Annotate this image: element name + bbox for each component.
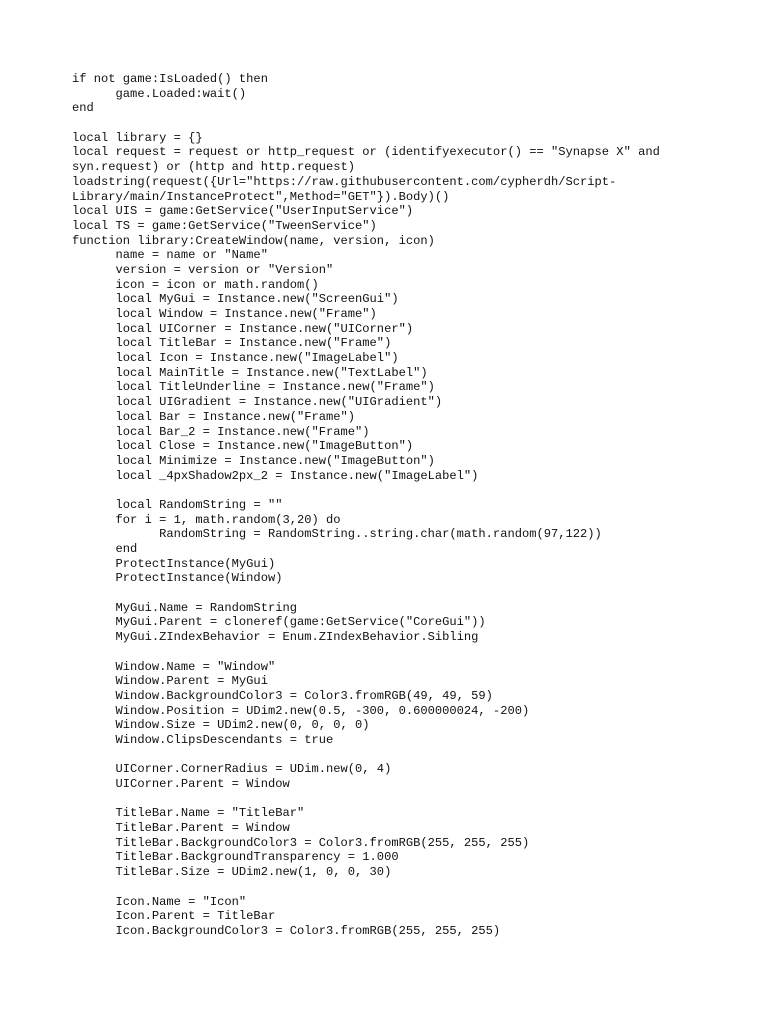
code-line: loadstring(request({Url="https://raw.githubusercontent.com/cypherdh/Script- [72,174,617,189]
code-line: local Bar = Instance.new("Frame") [72,409,356,424]
code-document [72,72,722,939]
code-line: Window.Parent = MyGui [72,674,268,689]
code-line: Icon.Parent = TitleBar [72,909,276,924]
code-line: for i = 1, math.random(3,20) do [72,512,341,527]
code-line: RandomString = RandomString..string.char(math.random(97,122)) [72,527,602,542]
code-line: Window.Position = UDim2.new(0.5, -300, 0.600000024, -200) [72,703,530,718]
code-line: local Window = Instance.new("Frame") [72,307,377,321]
code-line: local TitleBar = Instance.new("Frame") [72,336,392,351]
code-line: MyGui.Parent = cloneref(game:GetService("CoreGui")) [72,615,486,630]
code-line [72,880,722,895]
code-line: local TitleUnderline = Instance.new("Frame") [72,380,435,395]
code-line: local request = request or http_request or (identifyexecutor() == "Synapse X" and [72,145,660,160]
code-line: local MainTitle = Instance.new("TextLabel") [72,365,428,380]
code-line: syn.request) or (http and http.request) [72,160,356,175]
code-line: local Bar_2 = Instance.new("Frame") [72,424,370,439]
code-line [72,586,722,601]
code-line: Window.Size = UDim2.new(0, 0, 0, 0) [72,718,370,733]
code-line: TitleBar.BackgroundTransparency = 1.000 [72,850,399,865]
code-line: if not game:IsLoaded() then [72,72,268,86]
code-line: version = version or "Version" [72,262,334,277]
code-line: TitleBar.Size = UDim2.new(1, 0, 0, 30) [72,865,392,880]
code-line: end [72,542,138,556]
code-line: local RandomString = "" [72,497,283,512]
code-line: local library = {} [72,130,203,145]
code-line: TitleBar.Parent = Window [72,821,290,836]
code-line: local UIGradient = Instance.new("UIGradient") [72,395,443,410]
code-line: local MyGui = Instance.new("ScreenGui") [72,292,399,307]
code-line: Library/main/InstanceProtect",Method="GET"}).Body)() [72,189,450,204]
code-line: TitleBar.BackgroundColor3 = Color3.fromRGB(255, 255, 255) [72,835,530,850]
code-line: game.Loaded:wait() [72,86,247,101]
code-line: local Icon = Instance.new("ImageLabel") [72,351,399,366]
code-line: Window.ClipsDescendants = true [72,732,334,747]
code-line: local TS = game:GetService("TweenService") [72,218,377,233]
code-line: MyGui.Name = RandomString [72,600,297,615]
code-line: function library:CreateWindow(name, version, icon) [72,233,435,248]
code-line: UICorner.CornerRadius = UDim.new(0, 4) [72,762,392,777]
code-line: end [72,101,94,116]
code-line [72,748,722,763]
code-line [72,792,722,807]
code-line: local UIS = game:GetService("UserInputService") [72,204,414,219]
code-line: local _4pxShadow2px_2 = Instance.new("ImageLabel") [72,468,479,483]
code-line: local Minimize = Instance.new("ImageButton") [72,453,435,468]
code-line: local Close = Instance.new("ImageButton") [72,439,414,454]
code-line: MyGui.ZIndexBehavior = Enum.ZIndexBehavior.Sibling [72,630,479,645]
code-line: ProtectInstance(Window) [72,571,283,586]
code-line: icon = icon or math.random() [72,277,319,292]
code-line: name = name or "Name" [72,248,268,263]
code-line [72,483,722,498]
code-line: Icon.BackgroundColor3 = Color3.fromRGB(255, 255, 255) [72,923,501,938]
code-line: Window.Name = "Window" [72,659,276,674]
code-line: TitleBar.Name = "TitleBar" [72,806,305,821]
code-line: Icon.Name = "Icon" [72,894,247,909]
code-line: UICorner.Parent = Window [72,777,290,791]
code-line: Window.BackgroundColor3 = Color3.fromRGB(49, 49, 59) [72,688,493,703]
code-line [72,645,722,660]
code-line: local UICorner = Instance.new("UICorner") [72,321,414,336]
code-line: ProtectInstance(MyGui) [72,556,276,571]
code-line [72,116,722,131]
